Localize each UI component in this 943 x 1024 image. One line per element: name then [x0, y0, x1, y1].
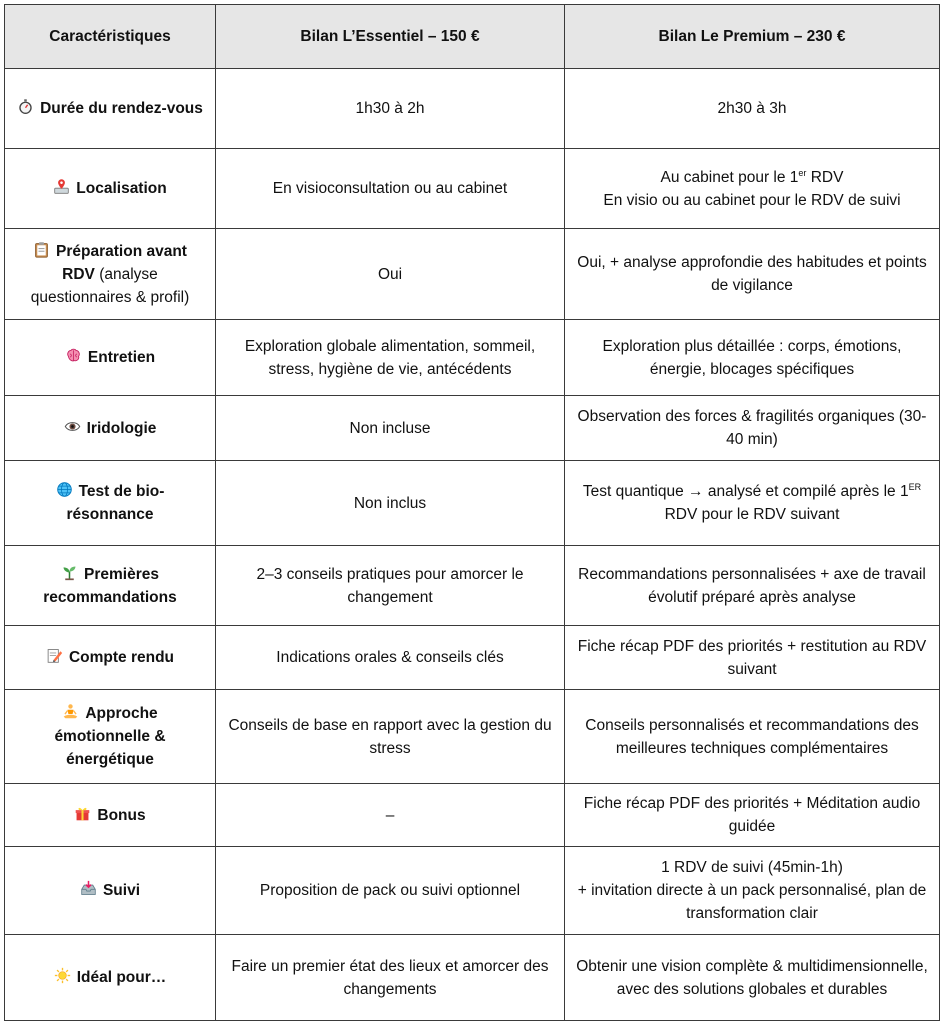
premium-cell: Oui, + analyse approfondie des habitudes et points de vigilance — [565, 229, 940, 320]
essentiel-cell: En visioconsultation ou au cabinet — [216, 149, 565, 229]
essentiel-cell: – — [216, 784, 565, 847]
feature-label: Durée du rendez-vous — [40, 100, 203, 117]
feature-label: Idéal pour… — [76, 969, 167, 986]
table-row — [5, 935, 940, 1021]
essentiel-cell: 2–3 conseils pratiques pour amorcer le changement — [216, 546, 565, 626]
feature-cell — [5, 546, 216, 626]
premium-cell: Fiche récap PDF des priorités + restitution au RDV suivant — [565, 626, 940, 690]
premium-cell: Fiche récap PDF des priorités + Méditation audio guidée — [565, 784, 940, 847]
feature-cell — [5, 69, 216, 149]
essentiel-cell: 1h30 à 2h — [216, 69, 565, 149]
table-row — [5, 149, 940, 229]
feature-label: Test de bio-résonnance — [66, 483, 165, 523]
feature-label: Compte rendu — [68, 649, 175, 666]
feature-cell — [5, 690, 216, 784]
feature-cell — [5, 396, 216, 461]
memo-icon — [46, 647, 63, 664]
feature-label: Iridologie — [86, 419, 157, 437]
gift-icon — [74, 805, 91, 822]
table-row — [5, 784, 940, 847]
feature-cell — [5, 229, 216, 320]
table-header-row — [5, 5, 940, 69]
inbox-tray-icon — [80, 880, 97, 897]
feature-cell — [5, 784, 216, 847]
eye-icon — [64, 418, 81, 435]
feature-label: Approche émotionnelle & énergétique — [54, 705, 166, 768]
table-row — [5, 626, 940, 690]
premium-cell: Test quantique → analysé et compilé après le 1ER RDV pour le RDV suivant — [565, 461, 940, 546]
feature-cell — [5, 320, 216, 396]
essentiel-cell: Proposition de pack ou suivi optionnel — [216, 847, 565, 935]
header-premium: Bilan Le Premium – 230 € — [565, 5, 940, 69]
stopwatch-icon — [17, 98, 34, 115]
comparison-table — [4, 4, 940, 1021]
feature-cell — [5, 149, 216, 229]
feature-sublabel: (analyse questionnaires & profil) — [30, 265, 190, 306]
map-pin-icon — [53, 178, 70, 195]
header-characteristics: Caractéristiques — [5, 5, 216, 69]
table-row — [5, 461, 940, 546]
premium-cell: Au cabinet pour le 1er RDV En visio ou au cabinet pour le RDV de suivi — [565, 149, 940, 229]
table-row — [5, 320, 940, 396]
brain-icon — [65, 347, 82, 364]
feature-label: Bonus — [97, 806, 146, 824]
essentiel-cell: Oui — [216, 229, 565, 320]
clipboard-icon — [33, 241, 50, 258]
table-row — [5, 546, 940, 626]
essentiel-cell: Indications orales & conseils clés — [216, 626, 565, 690]
feature-label: Entretien — [87, 349, 156, 366]
essentiel-cell: Non inclus — [216, 461, 565, 546]
essentiel-cell: Non incluse — [216, 396, 565, 461]
premium-cell: Exploration plus détaillée : corps, émotions, énergie, blocages spécifiques — [565, 320, 940, 396]
feature-cell — [5, 461, 216, 546]
feature-label: Suivi — [102, 882, 141, 899]
feature-cell — [5, 626, 216, 690]
essentiel-cell: Exploration globale alimentation, sommeil, stress, hygiène de vie, antécédents — [216, 320, 565, 396]
header-essentiel: Bilan L’Essentiel – 150 € — [216, 5, 565, 69]
premium-cell: Conseils personnalisés et recommandations des meilleures techniques complémentaires — [565, 690, 940, 784]
premium-cell: Obtenir une vision complète & multidimensionnelle, avec des solutions globales et durables — [565, 935, 940, 1021]
feature-label: Premières recommandations — [43, 565, 177, 606]
table-row — [5, 396, 940, 461]
table-row — [5, 847, 940, 935]
seedling-icon — [61, 564, 78, 581]
premium-cell: Observation des forces & fragilités organiques (30-40 min) — [565, 396, 940, 461]
table-row — [5, 69, 940, 149]
sun-icon — [54, 967, 71, 984]
premium-cell: 2h30 à 3h — [565, 69, 940, 149]
essentiel-cell: Faire un premier état des lieux et amorcer des changements — [216, 935, 565, 1021]
feature-cell — [5, 847, 216, 935]
table-row — [5, 690, 940, 784]
feature-label: Préparation avant RDV — [56, 242, 187, 283]
feature-cell — [5, 935, 216, 1021]
premium-cell: 1 RDV de suivi (45min-1h) + invitation directe à un pack personnalisé, plan de transformation clair — [565, 847, 940, 935]
essentiel-cell: Conseils de base en rapport avec la gestion du stress — [216, 690, 565, 784]
premium-cell: Recommandations personnalisées + axe de travail évolutif préparé après analyse — [565, 546, 940, 626]
feature-label: Localisation — [76, 180, 167, 197]
meditation-icon — [62, 703, 79, 720]
globe-icon — [56, 481, 73, 498]
table-row — [5, 229, 940, 320]
